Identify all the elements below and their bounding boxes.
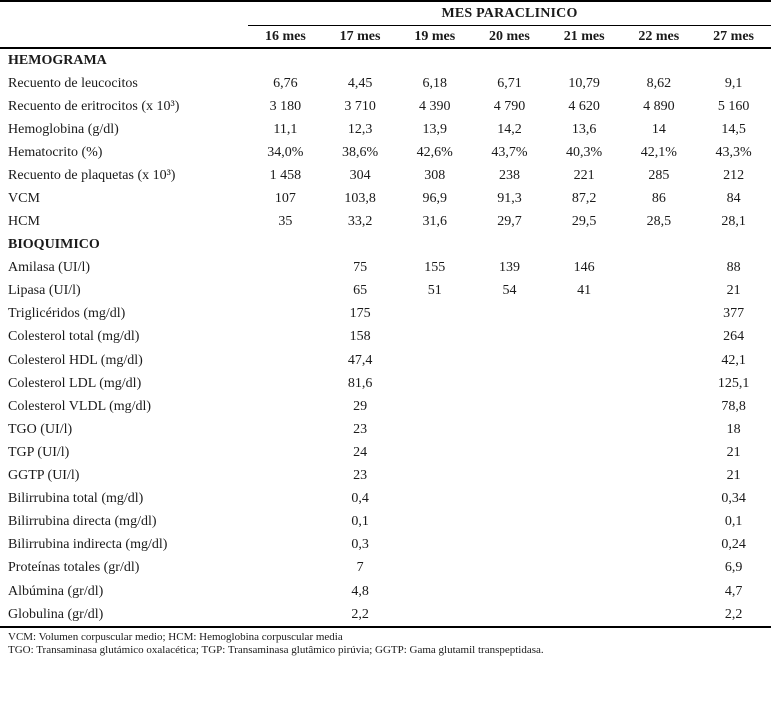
value-cell: 14,5 [721, 121, 746, 137]
table-footnotes [0, 628, 771, 657]
value-cell: 43,3% [715, 144, 752, 160]
value-cell [248, 257, 323, 280]
value-cell: 158 [349, 329, 371, 345]
value-cell [472, 372, 547, 395]
value-cell: 7 [356, 560, 364, 576]
value-cell [397, 372, 472, 395]
table-row [0, 603, 771, 627]
table-row [0, 511, 771, 534]
value-cell [472, 511, 547, 534]
value-cell: 175 [349, 306, 371, 322]
column-header-row [0, 26, 771, 49]
table-row [0, 141, 771, 164]
row-label: Hematocrito (%) [8, 144, 103, 160]
value-cell [397, 557, 472, 580]
value-cell: 75 [353, 260, 368, 276]
value-cell: 21 [726, 444, 741, 460]
value-cell: 9,1 [724, 75, 743, 91]
value-cell [397, 326, 472, 349]
value-cell [621, 326, 696, 349]
table-row [0, 211, 771, 234]
value-cell: 6,71 [497, 75, 522, 91]
value-cell: 42,1% [640, 144, 677, 160]
value-cell [248, 349, 323, 372]
value-cell [248, 557, 323, 580]
value-cell: 47,4 [347, 352, 373, 368]
value-cell: 11,1 [273, 121, 298, 137]
row-label: Recuento de plaquetas (x 10³) [8, 167, 176, 183]
value-cell [547, 465, 622, 488]
row-label: Recuento de leucocitos [8, 75, 138, 91]
table-row [0, 557, 771, 580]
table-row [0, 72, 771, 95]
value-cell [472, 557, 547, 580]
value-cell: 40,3% [566, 144, 603, 160]
value-cell: 42,1 [721, 352, 746, 368]
value-cell: 29 [353, 398, 368, 414]
value-cell [397, 580, 472, 603]
value-cell [248, 395, 323, 418]
value-cell: 28,5 [646, 214, 672, 230]
value-cell: 34,0% [267, 144, 304, 160]
value-cell: 0,34 [721, 491, 746, 507]
month-column-header: 19 mes [397, 26, 472, 49]
value-cell: 0,1 [351, 514, 369, 530]
group-header-row [0, 1, 771, 26]
value-cell [397, 488, 472, 511]
value-cell [248, 280, 323, 303]
value-cell [472, 465, 547, 488]
value-cell [397, 511, 472, 534]
value-cell [397, 395, 472, 418]
row-label: Globulina (gr/dl) [0, 603, 248, 627]
value-cell: 6,18 [422, 75, 447, 91]
value-cell [397, 441, 472, 464]
value-cell [397, 349, 472, 372]
value-cell [621, 534, 696, 557]
value-cell [248, 418, 323, 441]
value-cell [621, 303, 696, 326]
value-cell: 38,6% [341, 144, 379, 160]
value-cell: 304 [349, 167, 371, 183]
row-label: Colesterol HDL (mg/dl) [8, 352, 143, 368]
value-cell: 155 [424, 260, 446, 276]
value-cell: 18 [726, 421, 741, 437]
value-cell: 21 [726, 468, 741, 484]
value-cell: 43,7% [491, 144, 528, 160]
value-cell: 4 390 [419, 98, 451, 114]
value-cell: 4 620 [568, 98, 600, 114]
table-row [0, 395, 771, 418]
footnote-line: VCM: Volumen corpuscular medio; HCM: Hemoglobina corpuscular media [8, 631, 343, 644]
value-cell [547, 303, 622, 326]
row-label: Proteínas totales (gr/dl) [8, 560, 140, 576]
row-label: Amilasa (UI/l) [8, 260, 91, 276]
value-cell: 31,6 [422, 214, 447, 230]
value-cell [472, 395, 547, 418]
value-cell [547, 580, 622, 603]
value-cell [248, 511, 323, 534]
value-cell: 2,2 [323, 603, 398, 627]
row-label: TGO (UI/l) [8, 421, 73, 437]
value-cell [621, 395, 696, 418]
value-cell [248, 488, 323, 511]
row-label: GGTP (UI/l) [8, 468, 80, 484]
value-cell [547, 441, 622, 464]
value-cell: 24 [353, 444, 368, 460]
value-cell [621, 257, 696, 280]
value-cell: 51 [427, 283, 442, 299]
table-row [0, 118, 771, 141]
value-cell [248, 326, 323, 349]
value-cell: 4,7 [724, 583, 743, 599]
value-cell: 35 [278, 214, 293, 230]
value-cell [397, 418, 472, 441]
value-cell [621, 441, 696, 464]
value-cell [621, 580, 696, 603]
value-cell: 0,1 [724, 514, 743, 530]
value-cell: 84 [726, 191, 741, 207]
value-cell [248, 303, 323, 326]
table-row [0, 187, 771, 210]
value-cell [547, 511, 622, 534]
value-cell: 4 790 [493, 98, 526, 114]
month-column-header: 17 mes [323, 26, 398, 49]
value-cell: 29,7 [497, 214, 522, 230]
group-header-spacer [0, 1, 248, 26]
month-column-header: 22 mes [621, 26, 696, 49]
value-cell: 88 [726, 260, 741, 276]
value-cell [397, 603, 472, 627]
value-cell: 12,3 [347, 121, 373, 137]
value-cell: 21 [726, 283, 741, 299]
value-cell: 285 [648, 167, 670, 183]
value-cell [547, 395, 622, 418]
value-cell: 4,8 [351, 583, 369, 599]
value-cell: 0,24 [721, 537, 746, 553]
value-cell [547, 534, 622, 557]
table-row [0, 257, 771, 280]
value-cell: 5 160 [717, 98, 750, 114]
value-cell: 10,79 [568, 75, 600, 91]
value-cell [621, 280, 696, 303]
value-cell: 125,1 [717, 375, 750, 391]
value-cell: 238 [498, 167, 520, 183]
value-cell: 23 [353, 468, 368, 484]
value-cell [621, 349, 696, 372]
value-cell [248, 441, 323, 464]
month-column-header: 20 mes [472, 26, 547, 49]
value-cell: 28,1 [721, 214, 746, 230]
value-cell [248, 372, 323, 395]
table-row [0, 580, 771, 603]
value-cell: 0,4 [351, 491, 369, 507]
value-cell [472, 488, 547, 511]
section-title: BIOQUIMICO [8, 237, 100, 253]
value-cell: 8,62 [646, 75, 672, 91]
table-row [0, 326, 771, 349]
value-cell: 6,9 [724, 560, 743, 576]
row-label: Albúmina (gr/dl) [8, 583, 104, 599]
value-cell: 103,8 [344, 191, 376, 207]
section-header-row [0, 48, 771, 72]
section-title: HEMOGRAMA [8, 52, 107, 68]
value-cell: 2,2 [696, 603, 771, 627]
value-cell [621, 372, 696, 395]
value-cell [472, 326, 547, 349]
table-row [0, 95, 771, 118]
row-label: TGP (UI/l) [8, 444, 70, 460]
value-cell [547, 349, 622, 372]
row-label: Colesterol total (mg/dl) [8, 329, 140, 345]
table-row [0, 441, 771, 464]
value-cell [397, 534, 472, 557]
value-cell: 29,5 [571, 214, 597, 230]
value-cell: 41 [577, 283, 592, 299]
row-label: Triglicéridos (mg/dl) [8, 306, 126, 322]
value-cell: 107 [274, 191, 296, 207]
row-label: Colesterol VLDL (mg/dl) [8, 398, 152, 414]
row-label: Bilirrubina indirecta (mg/dl) [8, 537, 168, 553]
value-cell [472, 534, 547, 557]
value-cell [547, 326, 622, 349]
value-cell: 96,9 [422, 191, 447, 207]
value-cell: 78,8 [721, 398, 746, 414]
value-cell [621, 465, 696, 488]
table-row [0, 418, 771, 441]
table-row [0, 280, 771, 303]
column-header-spacer [0, 26, 248, 49]
value-cell [397, 303, 472, 326]
value-cell [472, 418, 547, 441]
value-cell: 377 [723, 306, 745, 322]
value-cell: 3 710 [344, 98, 376, 114]
value-cell: 33,2 [347, 214, 373, 230]
value-cell: 139 [498, 260, 520, 276]
value-cell: 308 [424, 167, 446, 183]
value-cell: 23 [353, 421, 368, 437]
value-cell [621, 603, 696, 627]
table-row [0, 465, 771, 488]
value-cell [248, 465, 323, 488]
row-label: HCM [8, 214, 40, 230]
value-cell [547, 557, 622, 580]
value-cell: 13,9 [422, 121, 447, 137]
month-column-header: 16 mes [248, 26, 323, 49]
value-cell: 221 [573, 167, 595, 183]
value-cell [472, 303, 547, 326]
table-row [0, 534, 771, 557]
value-cell: 14 [651, 121, 666, 137]
section-header-row [0, 234, 771, 257]
value-cell [248, 603, 323, 627]
value-cell: 54 [502, 283, 517, 299]
table-row [0, 164, 771, 187]
value-cell: 42,6% [416, 144, 453, 160]
row-label: Bilirrubina directa (mg/dl) [8, 514, 157, 530]
table-row [0, 488, 771, 511]
value-cell: 6,76 [273, 75, 298, 91]
value-cell [248, 580, 323, 603]
row-label: Lipasa (UI/l) [8, 283, 81, 299]
table-row [0, 372, 771, 395]
value-cell: 87,2 [571, 191, 597, 207]
value-cell [621, 418, 696, 441]
value-cell [397, 465, 472, 488]
value-cell [547, 418, 622, 441]
value-cell [547, 603, 622, 627]
value-cell: 13,6 [571, 121, 597, 137]
row-label: VCM [8, 191, 40, 207]
value-cell: 3 180 [269, 98, 302, 114]
value-cell: 91,3 [497, 191, 522, 207]
value-cell [472, 349, 547, 372]
month-column-header: 21 mes [547, 26, 622, 49]
row-label: Recuento de eritrocitos (x 10³) [8, 98, 180, 114]
value-cell: 4 890 [643, 98, 675, 114]
footnote-line: TGO: Transaminasa glutámico oxalacética; TGP: Transaminasa glutâmico pirúvia; GGTP: Gama glutamil transpeptidasa. [8, 644, 544, 657]
value-cell: 14,2 [497, 121, 522, 137]
value-cell [547, 488, 622, 511]
mes-paraclinico-header: MES PARACLINICO [248, 1, 771, 26]
table-row [0, 303, 771, 326]
value-cell [621, 488, 696, 511]
value-cell [472, 441, 547, 464]
value-cell: 4,45 [347, 75, 373, 91]
value-cell: 264 [723, 329, 745, 345]
value-cell [248, 534, 323, 557]
month-column-header: 27 mes [696, 26, 771, 49]
value-cell [472, 580, 547, 603]
value-cell: 65 [353, 283, 368, 299]
value-cell: 0,3 [351, 537, 369, 553]
table-row [0, 349, 771, 372]
value-cell [621, 557, 696, 580]
value-cell: 81,6 [347, 375, 373, 391]
row-label: Hemoglobina (g/dl) [8, 121, 119, 137]
value-cell [621, 511, 696, 534]
value-cell [547, 372, 622, 395]
value-cell: 146 [573, 260, 595, 276]
row-label: Colesterol LDL (mg/dl) [8, 375, 142, 391]
value-cell [472, 603, 547, 627]
value-cell: 212 [723, 167, 745, 183]
row-label: Bilirrubina total (mg/dl) [8, 491, 144, 507]
value-cell: 86 [651, 191, 666, 207]
value-cell: 1 458 [269, 167, 302, 183]
